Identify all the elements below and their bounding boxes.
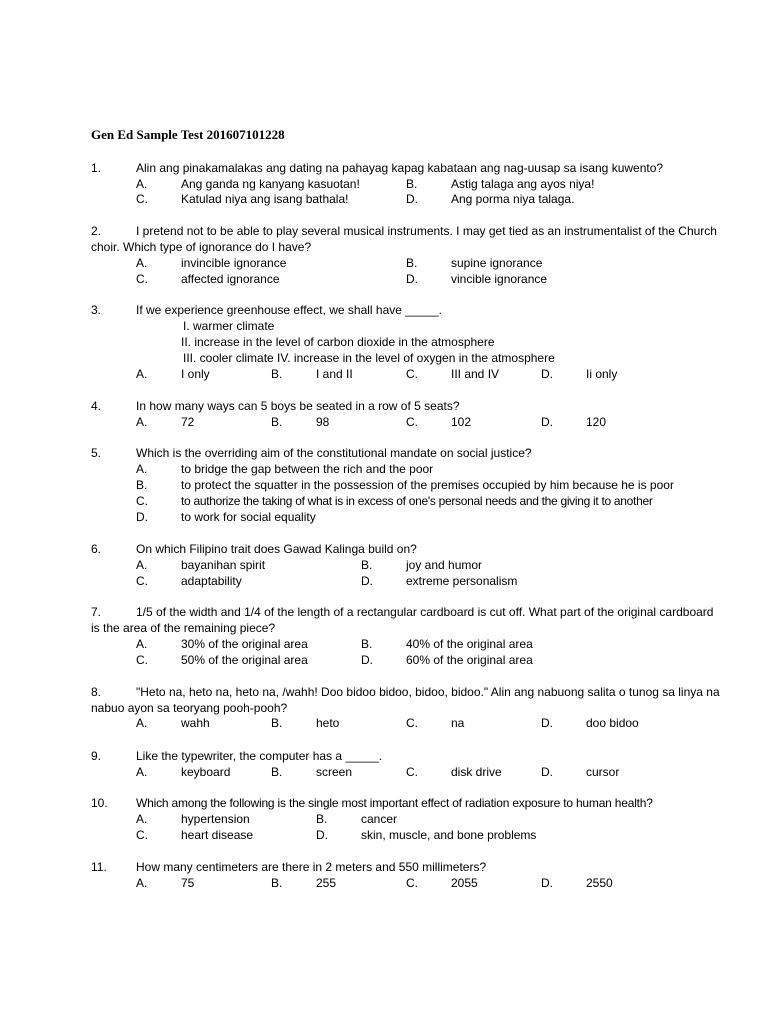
option-letter: C. [136,574,148,588]
question-stem: How many centimeters are there in 2 meters and 550 millimeters? [136,860,487,874]
option-letter: C. [406,765,418,779]
option-text: doo bidoo [586,716,639,730]
option-text: 30% of the original area [181,637,308,651]
question-stem: "Heto na, heto na, heto na, /wahh! Doo bidoo bidoo, bidoo, bidoo." Alin ang nabuong salita o tunog sa linya na nabuo ayon sa teoryang pooh-pooh? [91,685,720,715]
option-letter: A. [136,256,148,270]
question-number: 10. [91,796,108,810]
option-letter: D. [361,574,373,588]
option-text: 60% of the original area [406,653,533,667]
option-text: 98 [316,415,330,429]
sub-item: II. increase in the level of carbon dioxide in the atmosphere [181,335,495,349]
option-text: cancer [361,812,398,826]
option-letter: A. [136,177,148,191]
option-text: 40% of the original area [406,637,533,651]
option-letter: B. [271,415,283,429]
option-letter: B. [406,177,418,191]
option-letter: D. [136,510,148,524]
option-letter: B. [271,876,283,890]
option-text: na [451,716,465,730]
option-letter: C. [136,828,148,842]
option-text: wahh [181,716,210,730]
sub-item: III. cooler climate IV. increase in the level of oxygen in the atmosphere [183,351,555,365]
option-text: III and IV [451,367,500,381]
question-stem: Which among the following is the single most important effect of radiation exposure to human health? [136,796,653,810]
option-text: 75 [181,876,195,890]
option-text: invincible ignorance [181,256,287,270]
option-text: 72 [181,415,195,429]
option-text: supine ignorance [451,256,543,270]
option-letter: A. [136,415,148,429]
option-text: vincible ignorance [451,272,548,286]
option-text: skin, muscle, and bone problems [361,828,537,842]
option-text: affected ignorance [181,272,280,286]
option-letter: C. [136,192,148,206]
question-stem: 1/5 of the width and 1/4 of the length of a rectangular cardboard is cut off. What part of the original cardboard is the area of the remaining piece? [91,605,714,635]
option-letter: D. [541,415,553,429]
question-number: 1. [91,161,102,175]
option-text: joy and humor [406,558,483,572]
option-letter: D. [541,367,553,381]
option-letter: A. [136,716,148,730]
option-text: 255 [316,876,337,890]
option-text: 2055 [451,876,478,890]
option-letter: D. [316,828,328,842]
option-text: 2550 [586,876,613,890]
option-text: cursor [586,765,620,779]
option-letter: C. [136,653,148,667]
option-letter: C. [406,716,418,730]
option-text: I only [181,367,210,381]
option-letter: C. [406,367,418,381]
question-stem: I pretend not to be able to play several musical instruments. I may get tied as an instrumentalist of the Church choir. Which type of ignorance do I have? [91,224,717,254]
option-text: 50% of the original area [181,653,308,667]
option-text: I and II [316,367,353,381]
question-stem: In how many ways can 5 boys be seated in a row of 5 seats? [136,399,460,413]
option-letter: A. [136,876,148,890]
option-text: heto [316,716,340,730]
option-text: heart disease [181,828,254,842]
question-number: 6. [91,542,102,556]
question-number: 2. [91,224,102,238]
option-letter: C. [136,272,148,286]
page-title: Gen Ed Sample Test 201607101228 [91,127,285,142]
option-letter: A. [136,637,148,651]
question-stem: On which Filipino trait does Gawad Kalinga build on? [136,542,417,556]
option-letter: A. [136,812,148,826]
option-text: keyboard [181,765,231,779]
option-text: 120 [586,415,607,429]
question-number: 9. [91,749,102,763]
option-letter: D. [541,765,553,779]
question-number: 7. [91,605,102,619]
option-text: adaptability [181,574,242,588]
question-number: 5. [91,446,102,460]
option-letter: B. [271,367,283,381]
option-letter: A. [136,462,148,476]
option-letter: B. [361,558,373,572]
option-letter: B. [271,716,283,730]
question-number: 4. [91,399,102,413]
option-letter: B. [316,812,328,826]
question-stem: If we experience greenhouse effect, we shall have _____. [136,303,442,317]
question-number: 8. [91,685,102,699]
option-text: Katulad niya ang isang bathala! [181,192,349,206]
option-letter: A. [136,558,148,572]
question-stem: Which is the overriding aim of the constitutional mandate on social justice? [136,446,532,460]
question-number: 11. [91,860,107,874]
option-text: to work for social equality [181,510,316,524]
question-stem: Alin ang pinakamalakas ang dating na pahayag kapag kabataan ang nag-uusap sa isang kuwento? [136,161,664,175]
question-number: 3. [91,303,102,317]
option-text: bayanihan spirit [181,558,266,572]
sub-item: I. warmer climate [183,319,275,333]
option-letter: C. [406,415,418,429]
option-letter: B. [271,765,283,779]
option-text: hypertension [181,812,250,826]
option-text: 102 [451,415,472,429]
option-letter: A. [136,367,148,381]
option-letter: A. [136,765,148,779]
option-letter: D. [541,876,553,890]
option-letter: D. [541,716,553,730]
option-text: extreme personalism [406,574,518,588]
option-letter: D. [406,192,418,206]
option-text: screen [316,765,353,779]
option-text: Ii only [586,367,618,381]
option-letter: B. [136,478,148,492]
option-letter: D. [361,653,373,667]
question-stem: Like the typewriter, the computer has a _____. [136,749,383,763]
option-letter: D. [406,272,418,286]
option-text: Astig talaga ang ayos niya! [451,177,595,191]
option-letter: C. [406,876,418,890]
option-text: Ang ganda ng kanyang kasuotan! [181,177,360,191]
option-letter: B. [406,256,418,270]
option-text: to authorize the taking of what is in excess of one's personal needs and the giving it to another [181,494,653,508]
option-text: to bridge the gap between the rich and the poor [181,462,434,476]
option-text: to protect the squatter in the possession of the premises occupied by him because he is poor [181,478,674,492]
option-text: disk drive [451,765,502,779]
option-letter: C. [136,494,148,508]
option-letter: B. [361,637,373,651]
option-text: Ang porma niya talaga. [451,192,575,206]
